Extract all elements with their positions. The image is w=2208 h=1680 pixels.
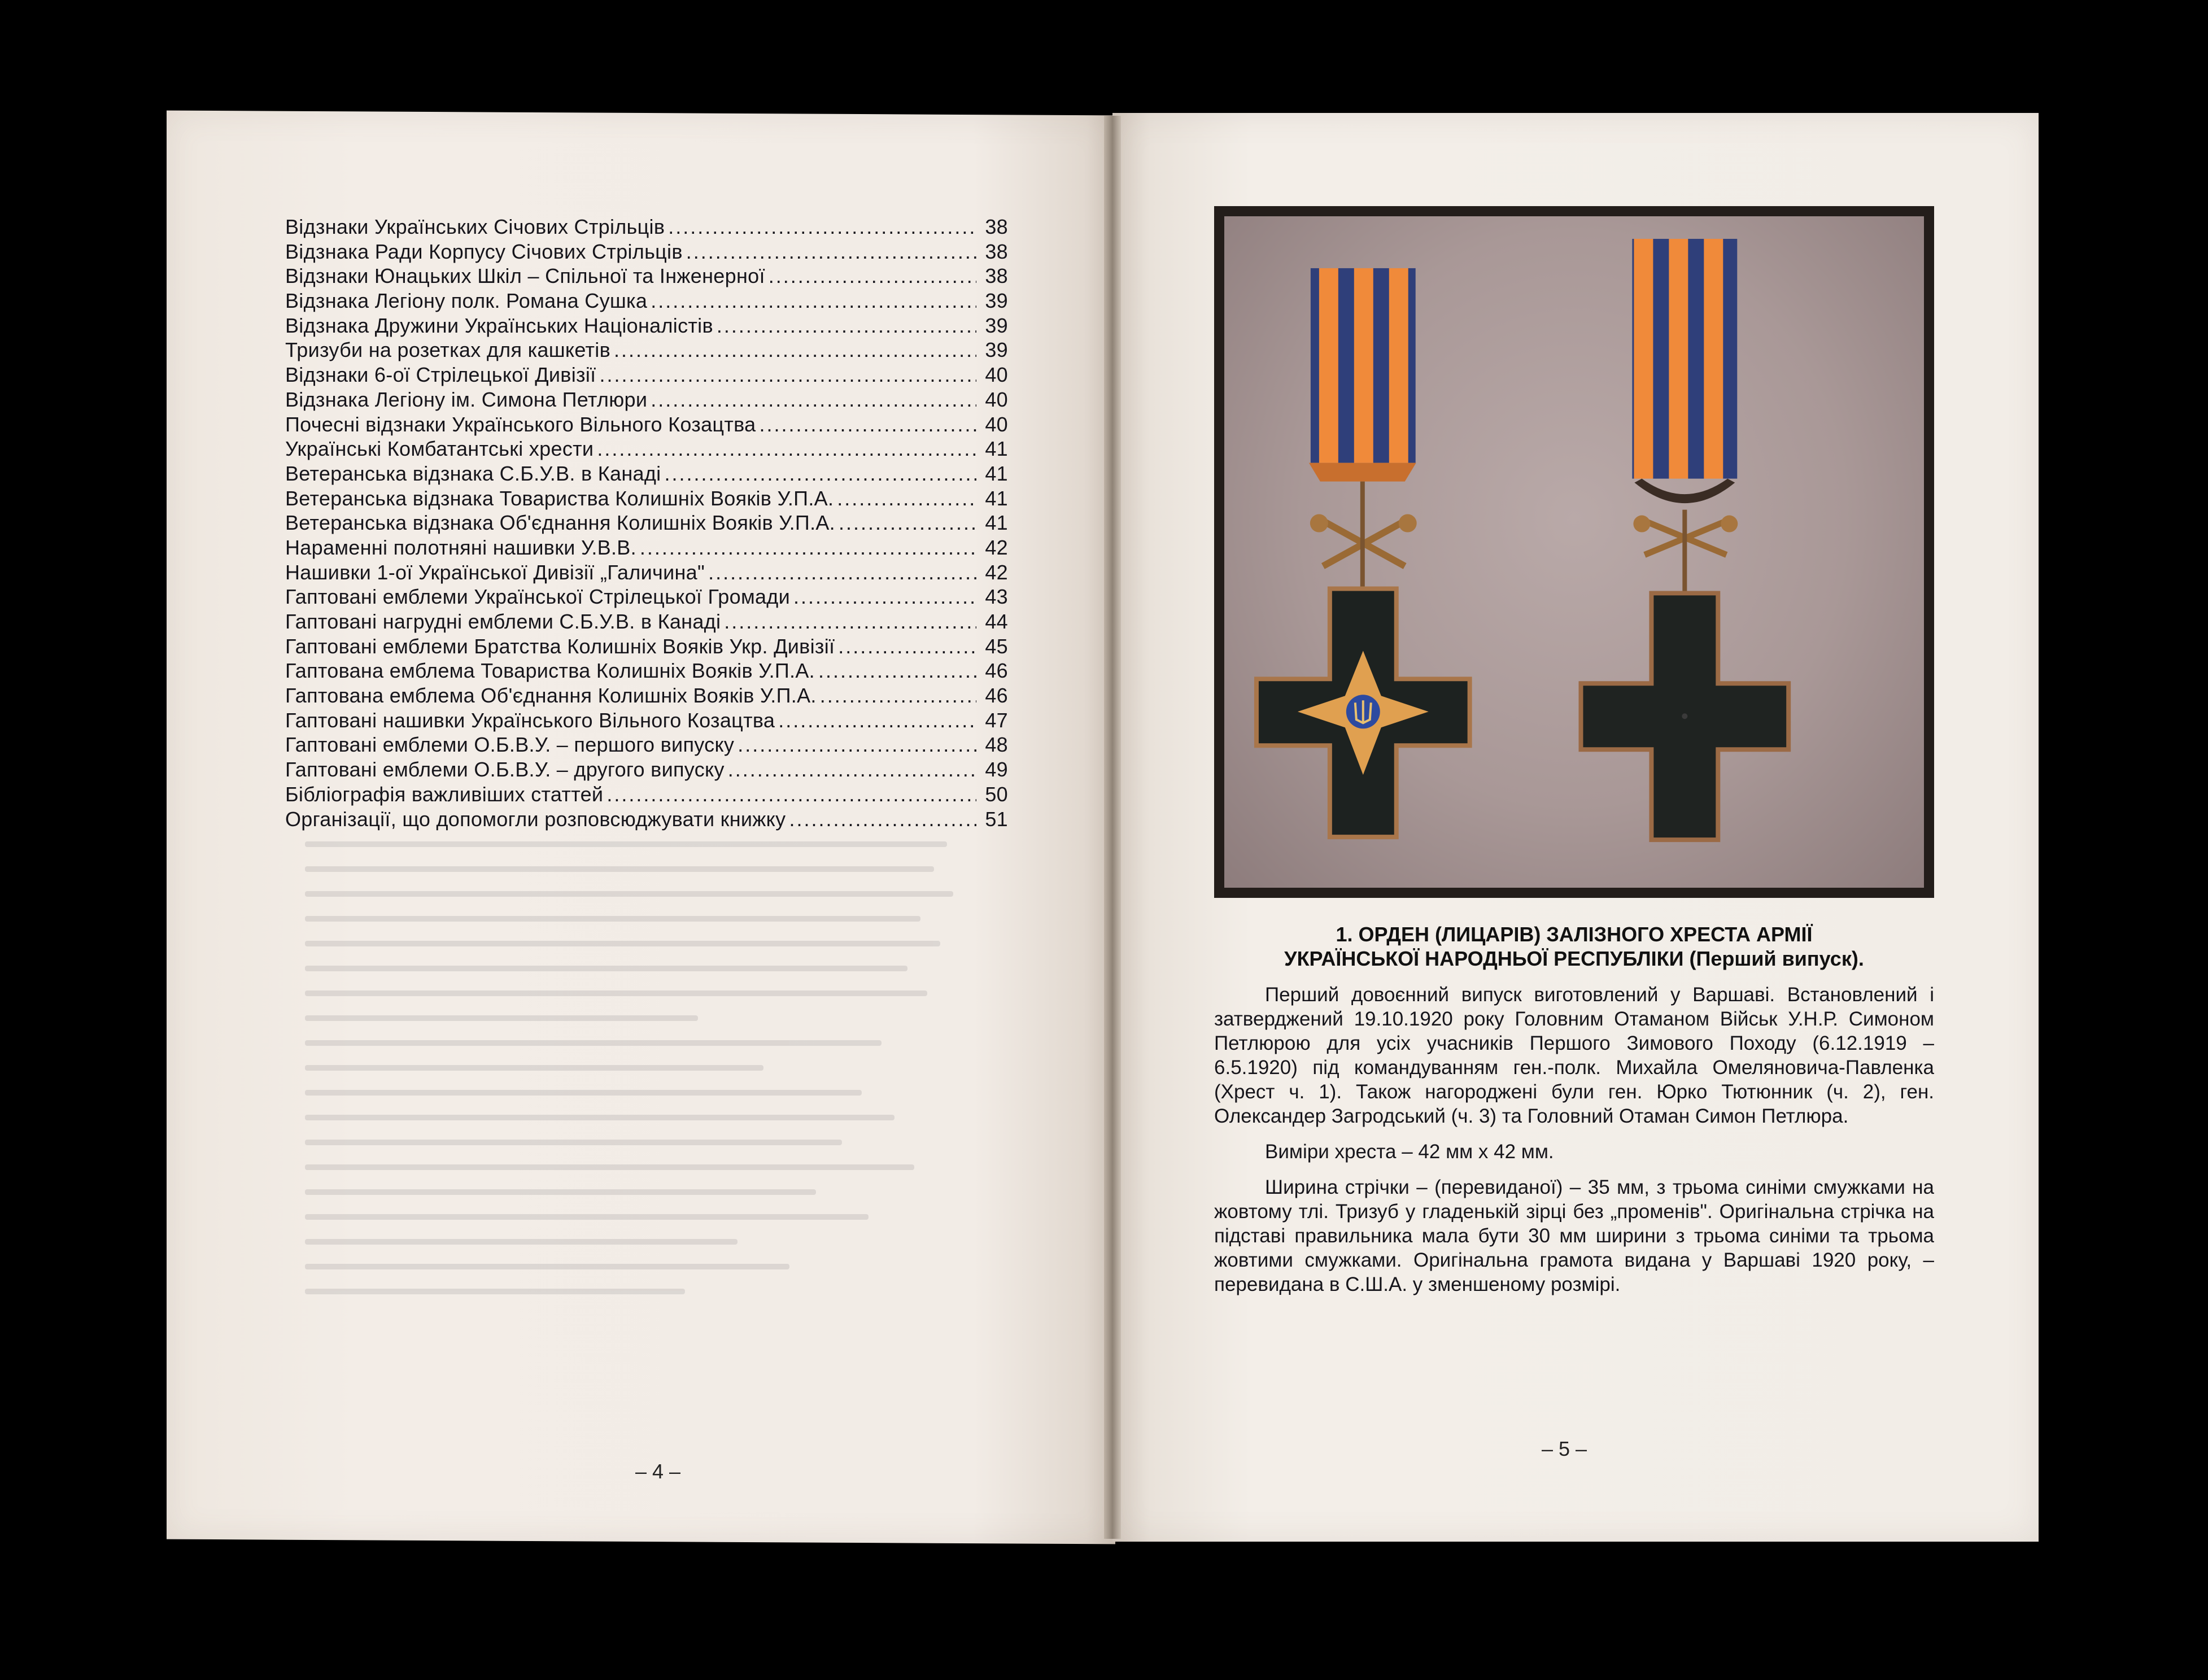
toc-entry-page: 39 bbox=[985, 289, 1008, 313]
toc-entry bbox=[285, 239, 1008, 264]
toc-entry-title: Гаптовані емблеми Братства Колишніх Вояків Укр. Дивізії bbox=[285, 634, 835, 658]
toc-leader-dots bbox=[839, 510, 976, 535]
toc-entry bbox=[285, 264, 1008, 289]
toc-leader-dots bbox=[606, 782, 976, 807]
toc-entry-title: Відзнака Легіону ім. Симона Петлюри bbox=[285, 387, 648, 411]
toc-entry bbox=[285, 461, 1008, 486]
medals-illustration bbox=[1224, 216, 1924, 888]
toc-entry-title: Відзнака Ради Корпусу Січових Стрільців bbox=[285, 239, 683, 263]
toc-entry-title: Відзнаки Українських Січових Стрільців bbox=[285, 215, 665, 238]
toc-leader-dots bbox=[599, 363, 976, 387]
book-gutter bbox=[1104, 116, 1121, 1539]
toc-entry-page: 41 bbox=[985, 511, 1008, 535]
paragraph: Перший довоєнний випуск виготовлений у Варшаві. Встановлений і затверджений 19.10.1920 року Головним Отаманом Військ У.Н.Р. Симоном Петлюрою для усіх учасників Першого Зимового Походу (6.12.1919 – 6.5.1920) під командуванням ген.-полк. Михайла Омеляновича-Павленка (Хрест ч. 1). Також нагороджені були ген. Юрко Тютюнник (ч. 2), ген. Олександер Загродський (ч. 3) та Головний Отаман Симон Петлюра. bbox=[1214, 984, 1934, 1127]
toc-entry-page: 50 bbox=[985, 782, 1008, 806]
toc-entry-page: 38 bbox=[985, 239, 1008, 263]
toc-entry bbox=[285, 609, 1008, 634]
caption-line-1: 1. ОРДЕН (ЛИЦАРІВ) ЗАЛІЗНОГО ХРЕСТА АРМІЇ bbox=[1336, 923, 1813, 946]
toc-entry-title: Гаптована емблема Товариства Колишніх Вояків У.П.А. bbox=[285, 659, 815, 683]
toc-leader-dots bbox=[724, 609, 976, 634]
toc-leader-dots bbox=[760, 412, 977, 437]
toc-leader-dots bbox=[789, 807, 976, 832]
toc-entry-title: Тризуби на розетках для кашкетів bbox=[285, 338, 611, 362]
toc-leader-dots bbox=[793, 584, 976, 609]
toc-entry-page: 41 bbox=[985, 486, 1008, 510]
toc-entry-title: Відзнака Дружини Українських Націоналістів bbox=[285, 313, 713, 337]
toc-leader-dots bbox=[838, 634, 976, 659]
medal-photo bbox=[1214, 206, 1934, 898]
right-medal bbox=[1581, 239, 1788, 840]
toc-entry-title: Гаптовані емблеми Української Стрілецької Громади bbox=[285, 585, 791, 609]
toc-entry-title: Нараменні полотняні нашивки У.В.В. bbox=[285, 535, 636, 559]
toc-entry bbox=[285, 584, 1008, 609]
paragraph: Ширина стрічки – (перевиданої) – 35 мм, з трьома синіми смужками на жовтому тлі. Тризуб у гладенькій зірці без „променів". Оригінальна стрічка на підставі правильника мала бути 30 мм ширини з трьома синіми та трьома жовтими смужками. Оригінальна грамота видана у Варшаві 1920 року, – перевидана в С.Ш.А. у зменшеному розмірі. bbox=[1214, 1176, 1934, 1295]
toc-leader-dots bbox=[769, 264, 976, 289]
toc-entry bbox=[285, 683, 1008, 708]
show-through-text bbox=[305, 841, 960, 1361]
toc-entry-title: Гаптовані нагрудні емблеми С.Б.У.В. в Канаді bbox=[285, 610, 721, 633]
toc-leader-dots bbox=[664, 461, 976, 486]
toc-entry-page: 43 bbox=[985, 585, 1008, 609]
toc-entry-page: 42 bbox=[985, 560, 1008, 584]
toc-leader-dots bbox=[651, 387, 976, 412]
toc-entry-page: 40 bbox=[985, 412, 1008, 436]
toc-entry-title: Ветеранська відзнака С.Б.У.В. в Канаді bbox=[285, 461, 661, 485]
toc-entry-title: Гаптовані нашивки Українського Вільного Козацтва bbox=[285, 708, 775, 732]
toc-entry-page: 40 bbox=[985, 387, 1008, 411]
toc-entry bbox=[285, 363, 1008, 387]
toc-entry bbox=[285, 757, 1008, 782]
toc-entry-page: 45 bbox=[985, 634, 1008, 658]
toc-leader-dots bbox=[668, 215, 976, 239]
toc-entry-page: 49 bbox=[985, 758, 1008, 782]
toc-entry-page: 44 bbox=[985, 610, 1008, 633]
toc-entry bbox=[285, 658, 1008, 683]
toc-leader-dots bbox=[640, 535, 976, 560]
toc-entry-page: 46 bbox=[985, 659, 1008, 683]
toc-entry-page: 51 bbox=[985, 807, 1008, 831]
toc-leader-dots bbox=[837, 486, 976, 511]
paragraph: Виміри хреста – 42 мм x 42 мм. bbox=[1265, 1141, 1554, 1163]
caption-line-2: УКРАЇНСЬКОЇ НАРОДНЬОЇ РЕСПУБЛІКИ (Перший випуск). bbox=[1284, 947, 1864, 970]
toc-entry bbox=[285, 387, 1008, 412]
toc-entry-page: 41 bbox=[985, 437, 1008, 461]
toc-entry bbox=[285, 215, 1008, 239]
right-page-number: – 5 – bbox=[1542, 1437, 1587, 1460]
toc-entry bbox=[285, 535, 1008, 560]
toc-entry bbox=[285, 289, 1008, 313]
toc-entry bbox=[285, 437, 1008, 461]
toc-entry-title: Відзнаки Юнацьких Шкіл – Спільної та Інженерної bbox=[285, 264, 765, 288]
table-of-contents bbox=[285, 215, 1008, 831]
toc-entry-title: Ветеранська відзнака Товариства Колишніх Вояків У.П.А. bbox=[285, 486, 834, 510]
toc-leader-dots bbox=[686, 239, 976, 264]
toc-entry-page: 41 bbox=[985, 461, 1008, 485]
left-ribbon bbox=[1311, 268, 1416, 463]
toc-entry bbox=[285, 732, 1008, 757]
toc-entry-title: Відзнака Легіону полк. Романа Сушка bbox=[285, 289, 648, 313]
medal-caption bbox=[1214, 922, 1934, 971]
toc-entry-page: 38 bbox=[985, 215, 1008, 238]
description-text bbox=[1214, 983, 1934, 1308]
toc-entry bbox=[285, 560, 1008, 585]
toc-entry-title: Українські Комбатантські хрести bbox=[285, 437, 594, 461]
toc-leader-dots bbox=[597, 437, 976, 461]
toc-leader-dots bbox=[738, 732, 976, 757]
toc-entry bbox=[285, 708, 1008, 733]
toc-leader-dots bbox=[651, 289, 976, 313]
toc-entry-title: Нашивки 1-ої Української Дивізії „Галичина" bbox=[285, 560, 705, 584]
toc-entry bbox=[285, 338, 1008, 363]
toc-entry-title: Почесні відзнаки Українського Вільного Козацтва bbox=[285, 412, 756, 436]
toc-leader-dots bbox=[820, 683, 976, 708]
toc-entry-page: 40 bbox=[985, 363, 1008, 387]
toc-leader-dots bbox=[778, 708, 976, 733]
toc-entry-page: 39 bbox=[985, 338, 1008, 362]
toc-entry bbox=[285, 486, 1008, 511]
toc-entry-page: 47 bbox=[985, 708, 1008, 732]
toc-entry bbox=[285, 634, 1008, 659]
toc-leader-dots bbox=[614, 338, 976, 363]
left-page-number: – 4 – bbox=[635, 1460, 681, 1483]
toc-entry bbox=[285, 807, 1008, 832]
toc-entry bbox=[285, 782, 1008, 807]
toc-leader-dots bbox=[728, 757, 976, 782]
toc-entry bbox=[285, 412, 1008, 437]
toc-entry-title: Гаптовані емблеми О.Б.В.У. – другого випуску bbox=[285, 758, 725, 782]
toc-entry-page: 46 bbox=[985, 684, 1008, 708]
toc-entry-title: Бібліографія важливіших статтей bbox=[285, 782, 604, 806]
toc-leader-dots bbox=[818, 658, 976, 683]
right-ribbon bbox=[1632, 239, 1737, 479]
toc-leader-dots bbox=[708, 560, 976, 585]
toc-entry-title: Ветеранська відзнака Об'єднання Колишніх Вояків У.П.А. bbox=[285, 511, 835, 535]
toc-entry-title: Гаптовані емблеми О.Б.В.У. – першого випуску bbox=[285, 733, 735, 757]
left-medal bbox=[1256, 268, 1470, 837]
toc-entry-title: Відзнаки 6-ої Стрілецької Дивізії bbox=[285, 363, 596, 387]
toc-entry-page: 38 bbox=[985, 264, 1008, 288]
toc-entry bbox=[285, 313, 1008, 338]
toc-entry-title: Організації, що допомогли розповсюджувати книжку bbox=[285, 807, 786, 831]
toc-leader-dots bbox=[717, 313, 976, 338]
toc-entry-page: 48 bbox=[985, 733, 1008, 757]
toc-entry bbox=[285, 510, 1008, 535]
toc-entry-page: 42 bbox=[985, 535, 1008, 559]
toc-entry-title: Гаптована емблема Об'єднання Колишніх Вояків У.П.А. bbox=[285, 684, 817, 708]
toc-entry-page: 39 bbox=[985, 313, 1008, 337]
